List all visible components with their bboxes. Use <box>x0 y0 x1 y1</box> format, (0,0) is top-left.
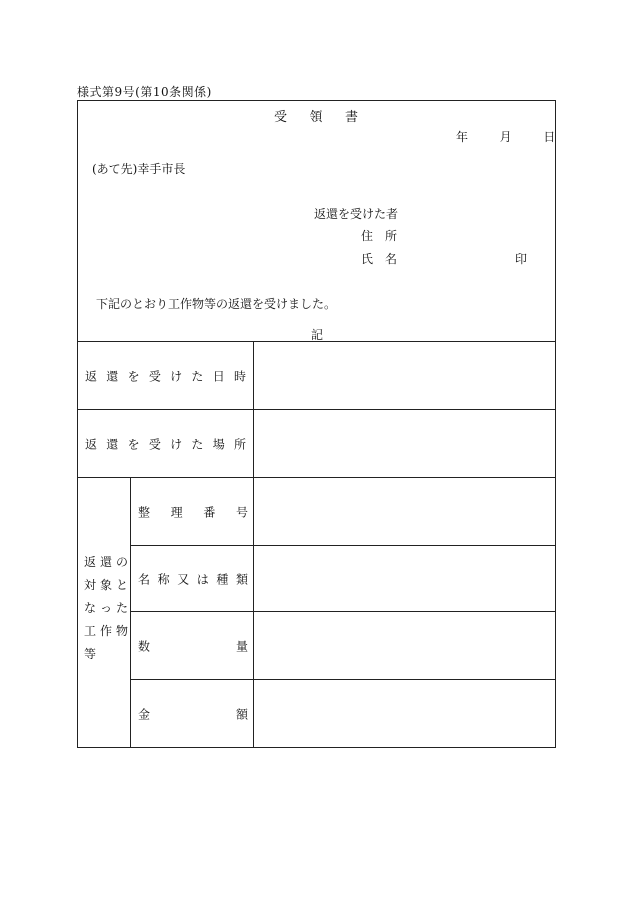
date-line <box>456 128 555 145</box>
name-type-label <box>138 570 248 587</box>
form-title-char: 領 <box>309 110 323 125</box>
datetime-label <box>85 367 246 384</box>
number-label-char: 整 <box>138 505 151 519</box>
form-title <box>274 106 358 125</box>
quantity-label <box>138 637 248 654</box>
name-label-char: 名 <box>384 252 397 266</box>
name-type-label-char: 種 <box>216 572 229 586</box>
place-label-char: 返 <box>85 437 98 451</box>
subrow-quantity <box>131 612 555 680</box>
amount-label-char: 金 <box>138 707 151 721</box>
place-label-char: た <box>191 437 204 451</box>
items-subtable <box>130 478 555 747</box>
place-value-cell[interactable] <box>253 410 555 477</box>
subrow-amount <box>131 680 555 747</box>
note-label: 記 <box>311 328 324 342</box>
quantity-label-char: 数 <box>138 639 151 653</box>
name-label <box>361 250 397 267</box>
datetime-label-char: 時 <box>233 369 246 383</box>
address-label-char: 所 <box>384 229 397 243</box>
row-place <box>78 410 555 478</box>
place-label-char: 場 <box>212 437 225 451</box>
name-type-label-char: 又 <box>177 572 190 586</box>
seal-label: 印 <box>515 252 528 266</box>
row-datetime <box>78 342 555 410</box>
datetime-label-char: 日 <box>212 369 225 383</box>
form-header <box>78 101 555 342</box>
quantity-value-cell[interactable] <box>253 612 555 679</box>
name-type-label-char: 称 <box>157 572 170 586</box>
name-type-label-char: は <box>196 572 209 586</box>
place-label-char: を <box>127 437 140 451</box>
number-label <box>138 503 248 520</box>
address-label-char: 住 <box>361 229 374 243</box>
name-label-char: 氏 <box>361 252 374 266</box>
form-title-char: 書 <box>344 110 358 125</box>
subrow-number <box>131 478 555 546</box>
addressee: (あて先)幸手市長 <box>92 162 186 176</box>
datetime-label-char: け <box>170 369 183 383</box>
number-label-char: 号 <box>235 505 248 519</box>
datetime-value-cell[interactable] <box>253 342 555 409</box>
subrow-name-type <box>131 546 555 612</box>
address-label <box>361 227 397 244</box>
amount-value-cell[interactable] <box>253 680 555 747</box>
date-day-label: 日 <box>543 130 556 144</box>
receipt-form <box>77 100 556 748</box>
datetime-label-char: を <box>127 369 140 383</box>
amount-label-char: 額 <box>235 707 248 721</box>
name-type-label-char: 類 <box>235 572 248 586</box>
date-year-label: 年 <box>456 130 469 144</box>
recipient-header: 返還を受けた者 <box>314 207 399 221</box>
name-type-label-char: 名 <box>138 572 151 586</box>
place-label <box>85 435 246 452</box>
datetime-label-char: 受 <box>148 369 161 383</box>
form-number-label: 様式第9号(第10条関係) <box>77 85 212 99</box>
amount-label <box>138 705 248 722</box>
statement-text: 下記のとおり工作物等の返還を受けました。 <box>96 297 337 311</box>
number-label-char: 番 <box>203 505 216 519</box>
place-label-char: け <box>170 437 183 451</box>
number-label-char: 理 <box>170 505 183 519</box>
form-title-char: 受 <box>274 110 288 125</box>
datetime-label-char: 還 <box>106 369 119 383</box>
quantity-label-char: 量 <box>235 639 248 653</box>
place-label-char: 還 <box>106 437 119 451</box>
row-group-items <box>78 478 555 747</box>
datetime-label-char: 返 <box>85 369 98 383</box>
place-label-char: 所 <box>233 437 246 451</box>
items-group-label: 返還の対象となった工作物等 <box>84 555 133 661</box>
date-month-label: 月 <box>499 130 512 144</box>
number-value-cell[interactable] <box>253 478 555 545</box>
datetime-label-char: た <box>191 369 204 383</box>
name-type-value-cell[interactable] <box>253 546 555 611</box>
place-label-char: 受 <box>148 437 161 451</box>
